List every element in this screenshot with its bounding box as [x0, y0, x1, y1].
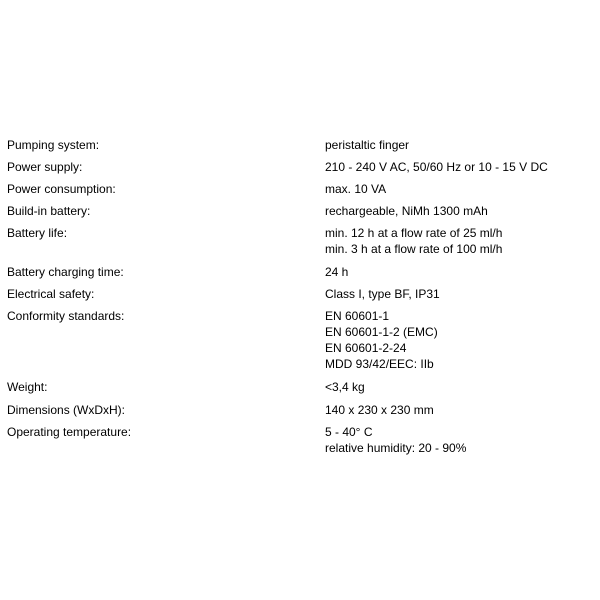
spec-value: EN 60601-1-2 (EMC): [325, 325, 438, 339]
spec-value: max. 10 VA: [325, 182, 387, 196]
spec-value: min. 12 h at a flow rate of 25 ml/h: [325, 226, 503, 240]
spec-label: Build-in battery:: [7, 204, 91, 218]
spec-values: [325, 424, 466, 456]
spec-values: [325, 286, 440, 302]
spec-values: [325, 137, 409, 153]
spec-value: 5 - 40° C: [325, 425, 373, 439]
spec-label: Dimensions (WxDxH):: [7, 403, 126, 417]
spec-value: <3,4 kg: [325, 380, 365, 394]
spec-label: Conformity standards:: [7, 309, 125, 323]
spec-value: 24 h: [325, 265, 349, 279]
spec-value: EN 60601-2-24: [325, 341, 407, 355]
spec-label: Battery charging time:: [7, 265, 124, 279]
spec-value: Class I, type BF, IP31: [325, 287, 440, 301]
spec-value: peristaltic finger: [325, 138, 410, 152]
spec-label: Battery life:: [7, 226, 68, 240]
spec-value: 140 x 230 x 230 mm: [325, 403, 434, 417]
spec-values: [325, 402, 434, 418]
spec-value: 210 - 240 V AC, 50/60 Hz or 10 - 15 V DC: [325, 160, 548, 174]
spec-value: MDD 93/42/EEC: IIb: [325, 357, 434, 371]
spec-label: Power consumption:: [7, 182, 116, 196]
spec-values: [325, 379, 365, 395]
spec-label: Pumping system:: [7, 138, 100, 152]
spec-value: min. 3 h at a flow rate of 100 ml/h: [325, 242, 503, 256]
spec-value: EN 60601-1: [325, 309, 390, 323]
spec-values: [325, 264, 348, 280]
spec-values: [325, 181, 386, 197]
spec-value: rechargeable, NiMh 1300 mAh: [325, 204, 488, 218]
spec-value: relative humidity: 20 - 90%: [325, 441, 467, 455]
spec-label: Weight:: [7, 380, 48, 394]
spec-label: Electrical safety:: [7, 287, 95, 301]
spec-label: Power supply:: [7, 160, 83, 174]
spec-values: [325, 203, 488, 219]
spec-values: [325, 225, 502, 257]
spec-values: [325, 308, 438, 372]
spec-values: [325, 159, 548, 175]
spec-label: Operating temperature:: [7, 425, 132, 439]
